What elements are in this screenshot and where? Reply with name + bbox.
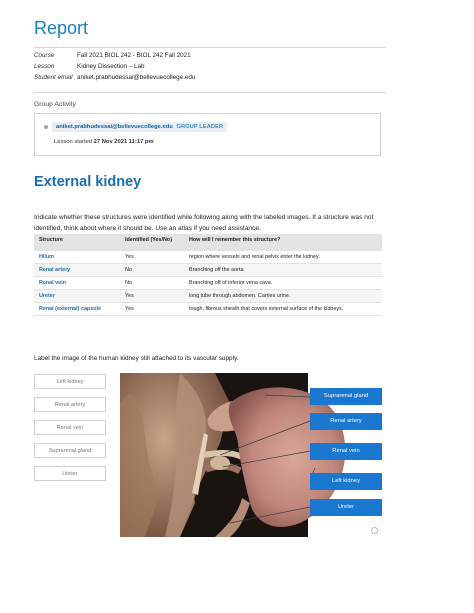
structure-cell: Hilum xyxy=(34,251,120,264)
remember-cell[interactable]: region where vessels and renal pelvis enter the kidney. xyxy=(184,251,382,264)
table-row xyxy=(34,290,382,303)
identified-cell[interactable]: No xyxy=(120,264,184,277)
identified-cell[interactable]: Yes xyxy=(120,303,184,316)
word-bank-left-kidney[interactable]: Left kidney xyxy=(34,374,106,389)
target-suprarenal-gland[interactable]: Suprarenal gland xyxy=(310,388,382,405)
course-value: Fall 2021 BIOL 242 - BIOL 242 Fall 2021 xyxy=(77,52,191,59)
identified-cell[interactable]: Yes xyxy=(120,290,184,303)
identified-cell[interactable]: No xyxy=(120,277,184,290)
word-bank-renal-vein[interactable]: Renal vein xyxy=(34,420,106,435)
member-email: aniket.prabhudessai@bellevuecollege.edu xyxy=(56,124,173,130)
remember-cell[interactable]: long tube through abdomen. Carries urine. xyxy=(184,290,382,303)
group-member-chip[interactable] xyxy=(52,122,227,132)
target-ureter[interactable]: Ureter xyxy=(310,499,382,516)
column-header-identified: Identified (Yes/No) xyxy=(120,234,184,251)
remember-cell[interactable]: Branching off of inferior vena cava. xyxy=(184,277,382,290)
group-activity-panel xyxy=(34,113,381,156)
word-bank-renal-artery[interactable]: Renal artery xyxy=(34,397,106,412)
column-header-remember: How will I remember this structure? xyxy=(184,234,382,251)
course-label: Course xyxy=(34,52,55,59)
structures-table xyxy=(34,234,382,316)
structure-cell: Renal artery xyxy=(34,264,120,277)
instructions-text: Indicate whether these structures were identified while following along with the labeled images. If a structure was not identified, think about where it should be. Use an atlas if you need assistance. xyxy=(34,214,374,232)
lesson-started xyxy=(54,139,154,145)
student-email-value: aniket.prabhudessai@bellevuecollege.edu xyxy=(77,74,196,81)
divider xyxy=(34,92,386,93)
divider xyxy=(34,47,386,48)
lesson-label: Lesson xyxy=(34,63,55,70)
member-role-badge: GROUP LEADER xyxy=(176,124,224,130)
target-renal-vein[interactable]: Renal vein xyxy=(310,443,382,460)
table-row xyxy=(34,303,382,316)
word-bank-ureter[interactable]: Ureter xyxy=(34,466,106,481)
structure-cell: Renal (external) capsule xyxy=(34,303,120,316)
group-activity-heading: Group Activity xyxy=(34,101,76,108)
structure-cell: Renal vein xyxy=(34,277,120,290)
table-row xyxy=(34,264,382,277)
target-renal-artery[interactable]: Renal artery xyxy=(310,413,382,430)
lesson-value: Kidney Dissection – Lab xyxy=(77,63,145,70)
table-row xyxy=(34,277,382,290)
section-title: External kidney xyxy=(34,174,142,190)
structure-cell: Ureter xyxy=(34,290,120,303)
word-bank-suprarenal-gland[interactable]: Suprarenal gland xyxy=(34,443,106,458)
table-row xyxy=(34,251,382,264)
remember-cell[interactable]: Branching off the aorta xyxy=(184,264,382,277)
column-header-structure: Structure xyxy=(34,234,120,251)
member-status-dot xyxy=(44,125,48,129)
identified-cell[interactable]: Yes xyxy=(120,251,184,264)
remember-cell[interactable]: tough, fibrous sheath that covers external surface of the kidneys. xyxy=(184,303,382,316)
student-email-label: Student email xyxy=(34,74,73,81)
lesson-started-value: 27 Nov 2021 11:17 pm xyxy=(93,139,154,145)
image-nav-dot-icon[interactable] xyxy=(371,527,378,534)
lesson-started-label: Lesson started xyxy=(54,139,93,145)
labeling-prompt: Label the image of the human kidney still attached to its vascular supply. xyxy=(34,355,239,362)
report-title: Report xyxy=(34,18,89,38)
target-left-kidney[interactable]: Left kidney xyxy=(310,473,382,490)
